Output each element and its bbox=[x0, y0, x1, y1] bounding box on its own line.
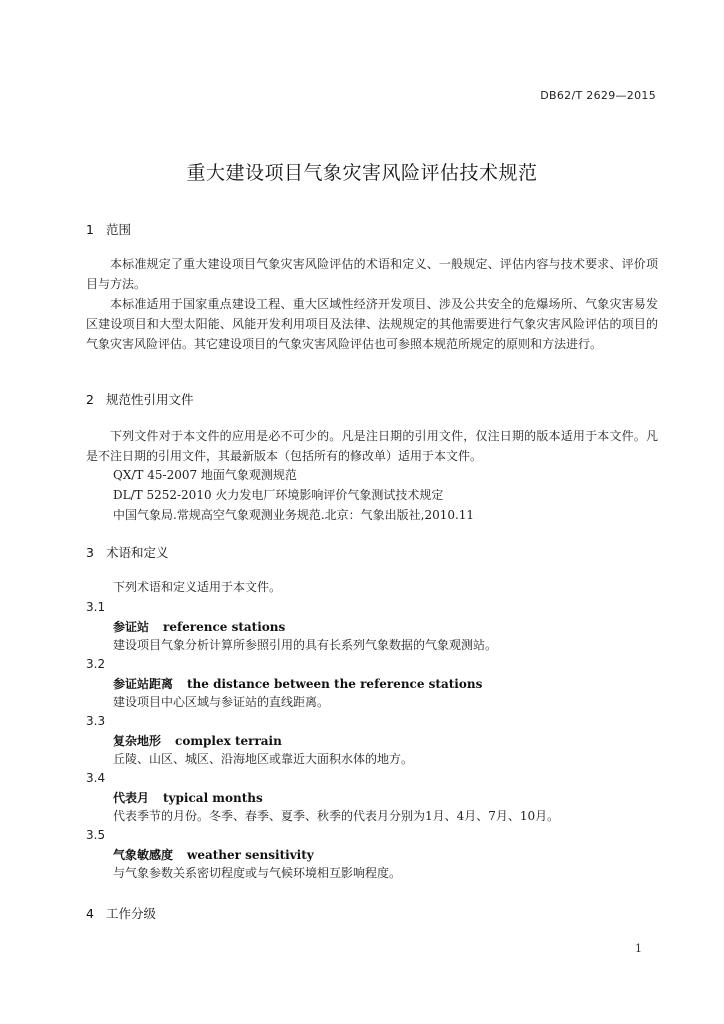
section-number: 1 bbox=[86, 222, 94, 237]
term-en: reference stations bbox=[163, 620, 286, 634]
term-heading bbox=[113, 618, 285, 635]
section-4-heading bbox=[86, 904, 156, 922]
term-en: weather sensitivity bbox=[187, 848, 314, 862]
term-heading bbox=[113, 675, 482, 692]
section-title: 规范性引用文件 bbox=[106, 392, 194, 407]
reference-item: 中国气象局.常规高空气象观测业务规范.北京：气象出版社,2010.11 bbox=[113, 508, 475, 522]
term-heading bbox=[113, 732, 282, 749]
reference-item: QX/T 45-2007 地面气象观测规范 bbox=[113, 468, 297, 482]
term-number: 3.1 bbox=[86, 600, 106, 614]
standard-code: DB62/T 2629—2015 bbox=[540, 89, 656, 102]
reference-item: DL/T 5252-2010 火力发电厂环境影响评价气象测试技术规定 bbox=[113, 488, 444, 502]
term-cn: 代表月 bbox=[113, 791, 150, 805]
term-definition: 建设项目中心区域与参证站的直线距离。 bbox=[113, 695, 330, 709]
term-cn: 参证站距离 bbox=[113, 677, 174, 691]
term-heading bbox=[113, 789, 263, 806]
term-definition: 代表季节的月份。冬季、春季、夏季、秋季的代表月分别为1月、4月、7月、10月。 bbox=[113, 809, 560, 823]
section-2-heading bbox=[86, 390, 194, 408]
term-cn: 气象敏感度 bbox=[113, 848, 174, 862]
term-heading bbox=[113, 846, 314, 863]
paragraph: 下列文件对于本文件的应用是必不可少的。凡是注日期的引用文件，仅注日期的版本适用于本文件。凡是不注日期的引用文件，其最新版本（包括所有的修改单）适用于本文件。 bbox=[86, 429, 658, 463]
term-number: 3.2 bbox=[86, 657, 106, 671]
section-number: 2 bbox=[86, 392, 94, 407]
section-title: 工作分级 bbox=[106, 906, 157, 921]
term-number: 3.3 bbox=[86, 714, 106, 728]
paragraph: 本标准适用于国家重点建设工程、重大区域性经济开发项目、涉及公共安全的危爆场所、气象灾害易发区建设项目和大型太阳能、风能开发利用项目及法律、法规规定的其他需要进行气象灾害风险评估的项目的气象灾害风险评估。其它建设项目的气象灾害风险评估也可参照本规范所规定的原则和方法进行。 bbox=[86, 297, 658, 351]
term-cn: 复杂地形 bbox=[113, 734, 162, 748]
term-definition: 建设项目气象分析计算所参照引用的具有长系列气象数据的气象观测站。 bbox=[113, 638, 498, 652]
term-en: the distance between the reference stations bbox=[187, 677, 483, 691]
term-definition: 与气象参数关系密切程度或与气候环境相互影响程度。 bbox=[113, 866, 402, 880]
paragraph: 本标准规定了重大建设项目气象灾害风险评估的术语和定义、一般规定、评估内容与技术要求、评价项目与方法。 bbox=[86, 257, 658, 291]
section-3-heading bbox=[86, 543, 169, 561]
term-number: 3.4 bbox=[86, 771, 106, 785]
term-number: 3.5 bbox=[86, 828, 106, 842]
document-title: 重大建设项目气象灾害风险评估技术规范 bbox=[186, 162, 538, 184]
section-1-heading bbox=[86, 220, 131, 238]
section-intro: 下列术语和定义适用于本文件。 bbox=[113, 580, 282, 594]
section-title: 术语和定义 bbox=[106, 545, 169, 560]
section-number: 3 bbox=[86, 545, 94, 560]
term-cn: 参证站 bbox=[113, 620, 150, 634]
term-en: complex terrain bbox=[175, 734, 282, 748]
term-en: typical months bbox=[163, 791, 263, 805]
term-definition: 丘陵、山区、城区、沿海地区或靠近大面积水体的地方。 bbox=[113, 752, 414, 766]
section-title: 范围 bbox=[106, 222, 132, 237]
page-number: 1 bbox=[635, 942, 642, 955]
section-number: 4 bbox=[86, 906, 94, 921]
